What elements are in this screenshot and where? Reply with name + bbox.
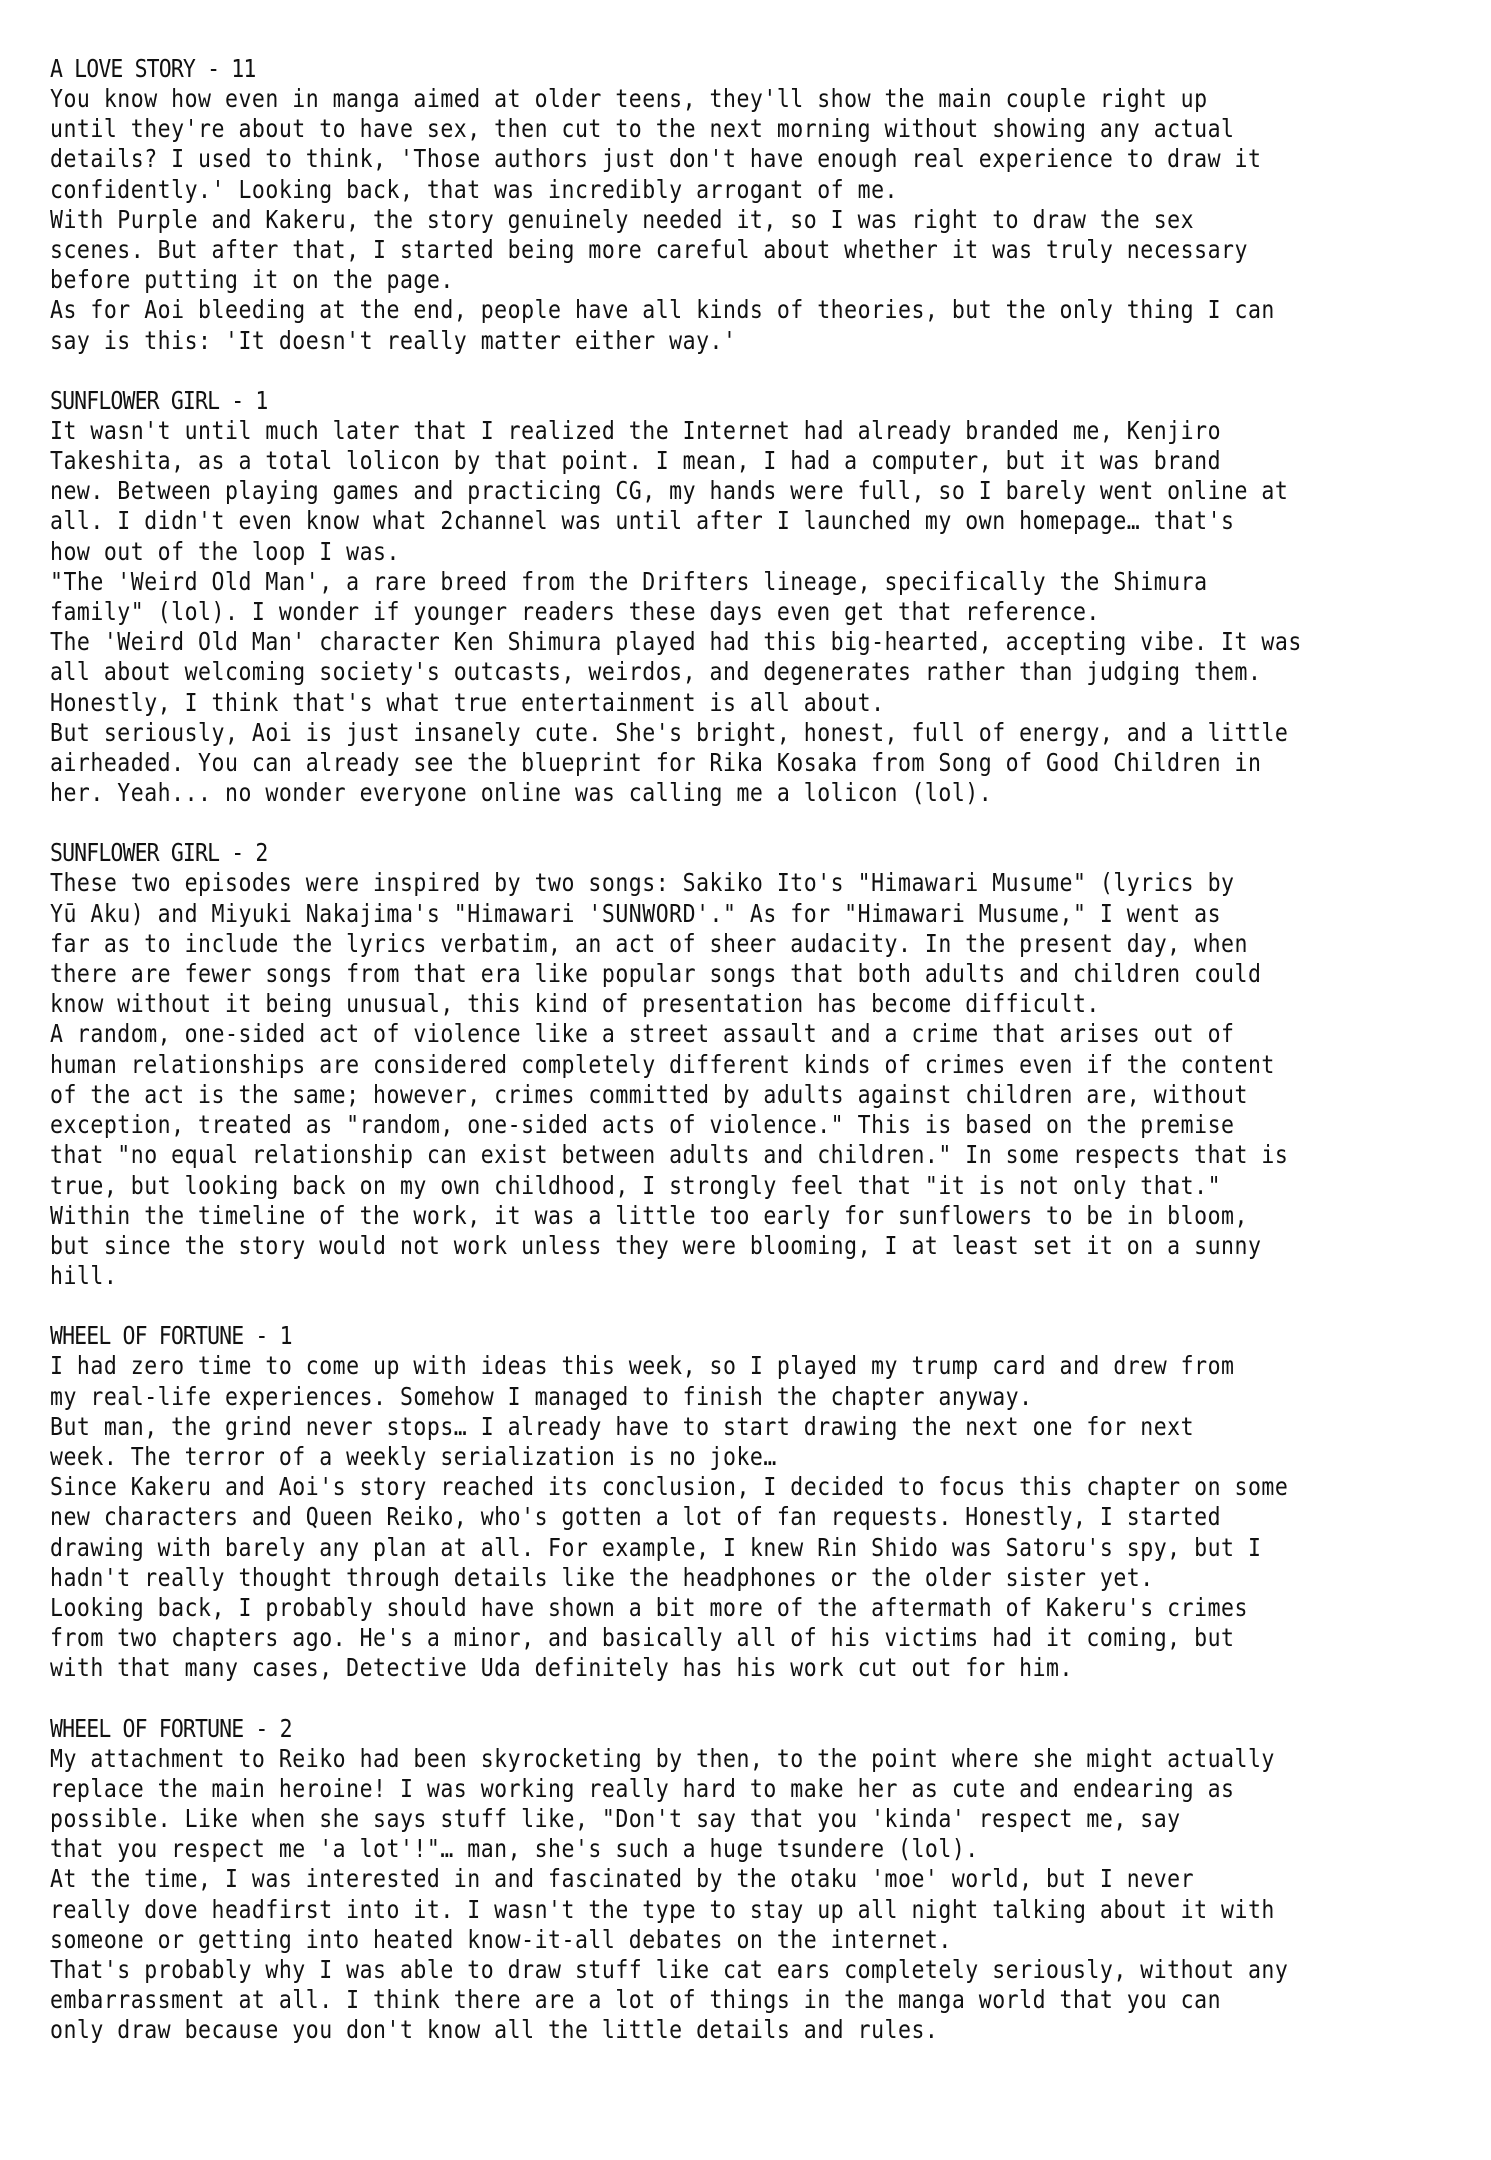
text-line: really dove headfirst into it. I wasn't the type to stay up all night talking about it with (50, 1894, 1275, 1924)
text-line: But man, the grind never stops… I already have to start drawing the next one for next (50, 1411, 1195, 1441)
text-line: all about welcoming society's outcasts, weirdos, and degenerates rather than judging them. (50, 657, 1262, 687)
text-line: Looking back, I probably should have shown a bit more of the aftermath of Kakeru's crimes (50, 1592, 1248, 1622)
text-line: true, but looking back on my own childhood, I strongly feel that "it is not only that." (50, 1170, 1222, 1200)
text-line: "The 'Weird Old Man', a rare breed from the Drifters lineage, specifically the Shimura (50, 566, 1208, 596)
section-heading: SUNFLOWER GIRL - 2 (50, 838, 268, 868)
text-line: that you respect me 'a lot'!"… man, she's such a huge tsundere (lol). (50, 1834, 979, 1864)
text-line: how out of the loop I was. (50, 536, 400, 566)
text-line: possible. Like when she says stuff like, "Don't say that you 'kinda' respect me, say (50, 1803, 1181, 1833)
text-line: but since the story would not work unless they were blooming, I at least set it on a sunny (50, 1230, 1262, 1260)
afterword-page (50, 54, 1430, 2076)
text-line: new. Between playing games and practicing CG, my hands were full, so I barely went online at (50, 476, 1289, 506)
text-line: Honestly, I think that's what true entertainment is all about. (50, 687, 885, 717)
text-line: my real-life experiences. Somehow I managed to finish the chapter anyway. (50, 1381, 1033, 1411)
text-line: These two episodes were inspired by two songs: Sakiko Ito's "Himawari Musume" (lyrics by (50, 868, 1235, 898)
text-line: At the time, I was interested in and fascinated by the otaku 'moe' world, but I never (50, 1864, 1195, 1894)
section-wheel-of-fortune-1 (50, 1321, 1430, 1683)
text-line: far as to include the lyrics verbatim, an act of sheer audacity. In the present day, when (50, 928, 1248, 958)
section-body (50, 84, 1430, 356)
text-line: Within the timeline of the work, it was a little too early for sunflowers to be in bloom, (50, 1200, 1248, 1230)
text-line: know without it being unusual, this kind of presentation has become difficult. (50, 989, 1100, 1019)
section-heading: WHEEL OF FORTUNE - 2 (50, 1713, 292, 1743)
section-sunflower-girl-2 (50, 838, 1430, 1291)
section-heading: A LOVE STORY - 11 (50, 54, 256, 83)
text-line: only draw because you don't know all the little details and rules. (50, 2015, 939, 2045)
section-heading: WHEEL OF FORTUNE - 1 (50, 1321, 292, 1351)
text-line: before putting it on the page. (50, 265, 454, 295)
text-line: details? I used to think, 'Those authors just don't have enough real experience to draw it (50, 144, 1262, 174)
text-line: The 'Weird Old Man' character Ken Shimura played had this big-hearted, accepting vibe. It was (50, 627, 1302, 657)
text-line: human relationships are considered completely different kinds of crimes even if the content (50, 1049, 1275, 1079)
section-body (50, 1744, 1430, 2046)
text-line: But seriously, Aoi is just insanely cute. She's bright, honest, full of energy, and a little (50, 717, 1289, 747)
text-line: family" (lol). I wonder if younger readers these days even get that reference. (50, 597, 1100, 627)
text-line: Since Kakeru and Aoi's story reached its conclusion, I decided to focus this chapter on some (50, 1472, 1289, 1502)
text-line: there are fewer songs from that era like popular songs that both adults and children could (50, 959, 1262, 989)
text-line: I had zero time to come up with ideas this week, so I played my trump card and drew from (50, 1351, 1235, 1381)
text-line: until they're about to have sex, then cut to the next morning without showing any actual (50, 114, 1235, 144)
text-line: It wasn't until much later that I realized the Internet had already branded me, Kenjiro (50, 415, 1222, 445)
text-line: airheaded. You can already see the blueprint for Rika Kosaka from Song of Good Children in (50, 748, 1262, 778)
text-line: That's probably why I was able to draw stuff like cat ears completely seriously, without any (50, 1954, 1289, 1984)
text-line: her. Yeah... no wonder everyone online was calling me a lolicon (lol). (50, 778, 993, 808)
text-line: new characters and Queen Reiko, who's gotten a lot of fan requests. Honestly, I started (50, 1502, 1222, 1532)
text-line: Takeshita, as a total lolicon by that point. I mean, I had a computer, but it was brand (50, 446, 1222, 476)
section-body (50, 1351, 1430, 1683)
text-line: exception, treated as "random, one-sided acts of violence." This is based on the premise (50, 1110, 1235, 1140)
text-line: drawing with barely any plan at all. For example, I knew Rin Shido was Satoru's spy, but I (50, 1532, 1262, 1562)
text-line: With Purple and Kakeru, the story genuinely needed it, so I was right to draw the sex (50, 204, 1195, 234)
text-line: week. The terror of a weekly serialization is no joke… (50, 1441, 777, 1471)
section-body (50, 416, 1430, 809)
text-line: You know how even in manga aimed at older teens, they'll show the main couple right up (50, 84, 1208, 113)
section-a-love-story-11 (50, 54, 1430, 356)
text-line: My attachment to Reiko had been skyrocketing by then, to the point where she might actually (50, 1743, 1275, 1773)
text-line: A random, one-sided act of violence like a street assault and a crime that arises out of (50, 1019, 1235, 1049)
text-line: embarrassment at all. I think there are a lot of things in the manga world that you can (50, 1985, 1222, 2015)
text-line: from two chapters ago. He's a minor, and basically all of his victims had it coming, but (50, 1623, 1235, 1653)
text-line: replace the main heroine! I was working really hard to make her as cute and endearing as (50, 1773, 1235, 1803)
text-line: of the act is the same; however, crimes committed by adults against children are, without (50, 1079, 1248, 1109)
text-line: all. I didn't even know what 2channel was until after I launched my own homepage… that's (50, 506, 1235, 536)
text-line: say is this: 'It doesn't really matter either way.' (50, 325, 737, 355)
text-line: someone or getting into heated know-it-all debates on the internet. (50, 1924, 952, 1954)
text-line: that "no equal relationship can exist between adults and children." In some respects that is (50, 1140, 1289, 1170)
text-line: hill. (50, 1261, 118, 1291)
text-line: Yū Aku) and Miyuki Nakajima's "Himawari 'SUNWORD'." As for "Himawari Musume," I went as (50, 898, 1222, 928)
section-wheel-of-fortune-2 (50, 1714, 1430, 2046)
text-line: with that many cases, Detective Uda definitely has his work cut out for him. (50, 1653, 1073, 1683)
text-line: hadn't really thought through details like the headphones or the older sister yet. (50, 1562, 1154, 1592)
section-body (50, 868, 1430, 1291)
text-line: confidently.' Looking back, that was incredibly arrogant of me. (50, 174, 898, 204)
text-line: As for Aoi bleeding at the end, people have all kinds of theories, but the only thing I can (50, 295, 1275, 325)
section-sunflower-girl-1 (50, 386, 1430, 809)
section-heading: SUNFLOWER GIRL - 1 (50, 385, 268, 415)
text-line: scenes. But after that, I started being more careful about whether it was truly necessary (50, 235, 1248, 265)
